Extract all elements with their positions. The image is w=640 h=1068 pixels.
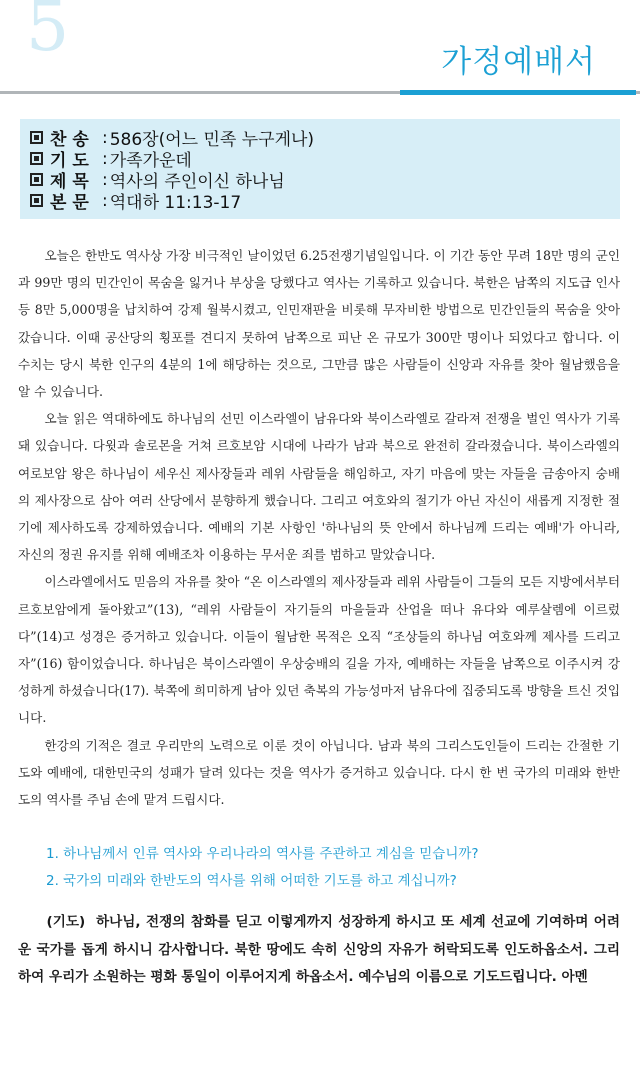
prayer-paragraph <box>18 909 620 992</box>
square-bullet-icon <box>30 194 43 207</box>
colon: : <box>102 127 108 148</box>
hymn-row <box>30 127 620 148</box>
sermon-paragraph: 이스라엘에서도 믿음의 자유를 찾아 “온 이스라엘의 제사장들과 레위 사람들이 그들의 모든 지방에서부터 르호보암에게 돌아왔고”(13), “레위 사람들이 자기들의 마을들과 산업을 떠나 유다와 예루살렘에 이르렀다”(14)고 성경은 증거하고 있습니다. 이들이 월남한 목적은 오직 “조상들의 하나님 여호와께 제사를 드리고자”(16) 함이었습니다. 하나님은 북이스라엘이 우상숭배의 길을 가자, 예배하는 자들을 남쪽으로 이주시켜 강성하게 하셨습니다(17). 북쪽에 희미하게 남아 있던 축복의 가능성마저 남유다에 집중되도록 방향을 트신 것입니다. <box>18 574 620 726</box>
question-item: 1. 하나님께서 인류 역사와 우리나라의 역사를 주관하고 계심을 믿습니까? <box>46 846 479 862</box>
hymn-value: 586장(어느 민족 누구게나) <box>109 130 315 150</box>
scripture-row <box>30 190 620 211</box>
chapter-number: 5 <box>26 0 70 67</box>
sermon-body <box>18 242 620 813</box>
closing-prayer <box>18 909 620 992</box>
prayer-value: 가족가운데 <box>109 151 192 171</box>
question-item: 2. 국가의 미래와 한반도의 역사를 위해 어떠한 기도를 하고 계십니까? <box>46 873 457 889</box>
page-title: 가정예배서 <box>441 44 596 80</box>
scripture-value: 역대하 11:13-17 <box>109 193 242 213</box>
discussion-questions <box>46 841 620 895</box>
prayer-text: 하나님, 전쟁의 참화를 딛고 이렇게까지 성장하게 하시고 또 세계 선교에 기여하며 어려운 국가를 돕게 하시니 감사합니다. 북한 땅에도 속히 신앙의 자유가 허락되도록 인도하옵소서. 그리하여 우리가 소원하는 평화 통일이 이루어지게 하옵소서. 예수님의 이름으로 기도드립니다. 아멘 <box>18 914 621 985</box>
header-accent-bar <box>400 90 636 95</box>
hymn-label: 찬 송 <box>50 130 89 150</box>
colon: : <box>102 169 108 190</box>
sermon-paragraph: 오늘은 한반도 역사상 가장 비극적인 날이었던 6.25전쟁기념일입니다. 이 기간 동안 무려 18만 명의 군인과 99만 명의 민간인이 목숨을 잃거나 부상을 당했다고 역사는 기록하고 있습니다. 북한은 남쪽의 지도급 인사 등 8만 5,000명을 납치하여 강제 월북시켰고, 인민재판을 비롯해 무자비한 방법으로 민간인들의 목숨을 앗아갔습니다. 이때 공산당의 횡포를 견디지 못하여 남쪽으로 피난 온 규모가 300만 명이나 되었다고 합니다. 이 수치는 당시 북한 인구의 4분의 1에 해당하는 것으로, 그만큼 많은 사람들이 신앙과 자유를 찾아 월남했음을 알 수 있습니다. <box>18 248 620 400</box>
square-bullet-icon <box>30 131 43 144</box>
scripture-label: 본 문 <box>50 193 89 213</box>
prayer-leader-row <box>30 148 620 169</box>
sermon-paragraph: 오늘 읽은 역대하에도 하나님의 선민 이스라엘이 남유다와 북이스라엘로 갈라져 전쟁을 벌인 역사가 기록돼 있습니다. 다윗과 솔로몬을 거쳐 르호보암 시대에 나라가 남과 북으로 완전히 갈라졌습니다. 북이스라엘의 여로보암 왕은 하나님이 세우신 제사장들과 레위 사람들을 해임하고, 자기 마음에 맞는 자들을 금송아지 숭배의 제사장으로 삼아 여러 산당에서 분향하게 했습니다. 그리고 여호와의 절기가 아닌 자신이 새롭게 지정한 절기에 제사하도록 강제하였습니다. 예배의 기본 사항인 '하나님의 뜻 안에서 하나님께 드리는 예배'가 아니라, 자신의 정권 유지를 위해 예배조차 이용하는 무서운 죄를 범하고 말았습니다. <box>18 411 620 563</box>
square-bullet-icon <box>30 173 43 186</box>
sermon-title-row <box>30 169 620 190</box>
prayer-label: 기 도 <box>50 151 89 171</box>
sermon-title-value: 역사의 주인이신 하나님 <box>109 172 285 192</box>
square-bullet-icon <box>30 152 43 165</box>
colon: : <box>102 148 108 169</box>
colon: : <box>102 190 108 211</box>
sermon-title-label: 제 목 <box>50 172 89 192</box>
service-info-box <box>20 119 620 219</box>
prayer-heading: (기도) <box>46 914 86 930</box>
sermon-paragraph: 한강의 기적은 결코 우리만의 노력으로 이룬 것이 아닙니다. 남과 북의 그리스도인들이 드리는 간절한 기도와 예배에, 대한민국의 성패가 달려 있다는 것을 역사가 증거하고 있습니다. 다시 한 번 국가의 미래와 한반도의 역사를 주님 손에 맡겨 드립시다. <box>18 737 620 808</box>
